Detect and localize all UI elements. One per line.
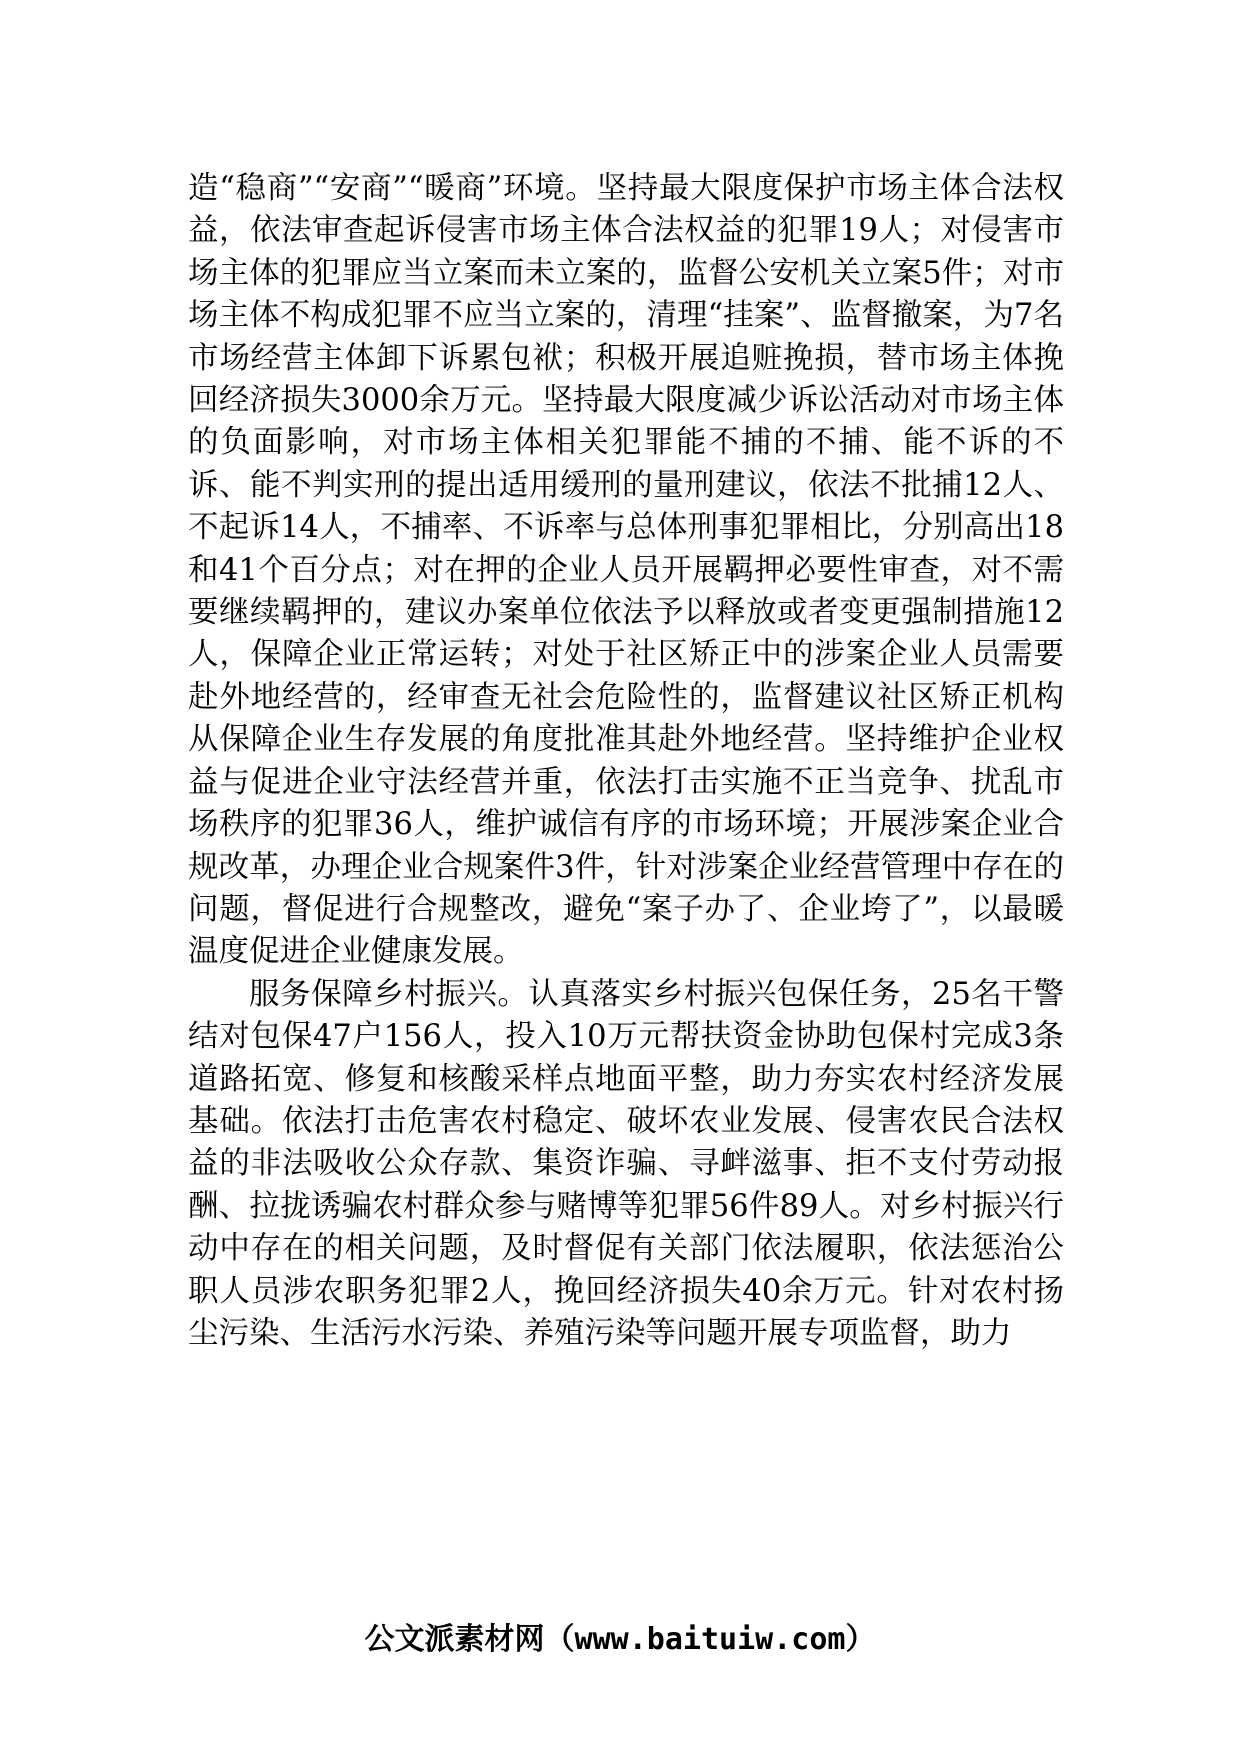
footer-site-name: 公文派素材网 (364, 1622, 545, 1657)
footer-url: www.baituiw.com (574, 1622, 846, 1657)
footer-watermark (0, 1620, 1240, 1660)
footer-paren-open: （ (544, 1622, 575, 1657)
body-text (188, 168, 1064, 1355)
footer-paren-close: ） (845, 1622, 876, 1657)
paragraph-1: 造“稳商”“安商”“暖商”环境。坚持最大限度保护市场主体合法权益，依法审查起诉侵害市场主体合法权益的犯罪19人；对侵害市场主体的犯罪应当立案而未立案的，监督公安机关立案5件；对市场主体不构成犯罪不应当立案的，清理“挂案”、监督撤案，为7名市场经营主体卸下诉累包袱；积极开展追赃挽损，替市场主体挽回经济损失3000余万元。坚持最大限度减少诉讼活动对市场主体的负面影响，对市场主体相关犯罪能不捕的不捕、能不诉的不诉、能不判实刑的提出适用缓刑的量刑建议，依法不批捕12人、不起诉14人，不捕率、不诉率与总体刑事犯罪相比，分别高出18和41个百分点；对在押的企业人员开展羁押必要性审查，对不需要继续羁押的，建议办案单位依法予以释放或者变更强制措施12人，保障企业正常运转；对处于社区矫正中的涉案企业人员需要赴外地经营的，经审查无社会危险性的，监督建议社区矫正机构从保障企业生存发展的角度批准其赴外地经营。坚持维护企业权益与促进企业守法经营并重，依法打击实施不正当竞争、扰乱市场秩序的犯罪36人，维护诚信有序的市场环境；开展涉案企业合规改革，办理企业合规案件3件，针对涉案企业经营管理中存在的问题，督促进行合规整改，避免“案子办了、企业垮了”，以最暖温度促进企业健康发展。 (188, 171, 1064, 970)
paragraph-2: 服务保障乡村振兴。认真落实乡村振兴包保任务，25名干警结对包保47户156人，投入10万元帮扶资金协助包保村完成3条道路拓宽、修复和核酸采样点地面平整，助力夯实农村经济发展基础。依法打击危害农村稳定、破坏农业发展、侵害农民合法权益的非法吸收公众存款、集资诈骗、寻衅滋事、拒不支付劳动报酬、拉拢诱骗农村群众参与赌博等犯罪56件89人。对乡村振兴行动中存在的相关问题，及时督促有关部门依法履职，依法惩治公职人员涉农职务犯罪2人，挽回经济损失40余万元。针对农村扬尘污染、生活污水污染、养殖污染等问题开展专项监督，助力 (188, 976, 1064, 1351)
